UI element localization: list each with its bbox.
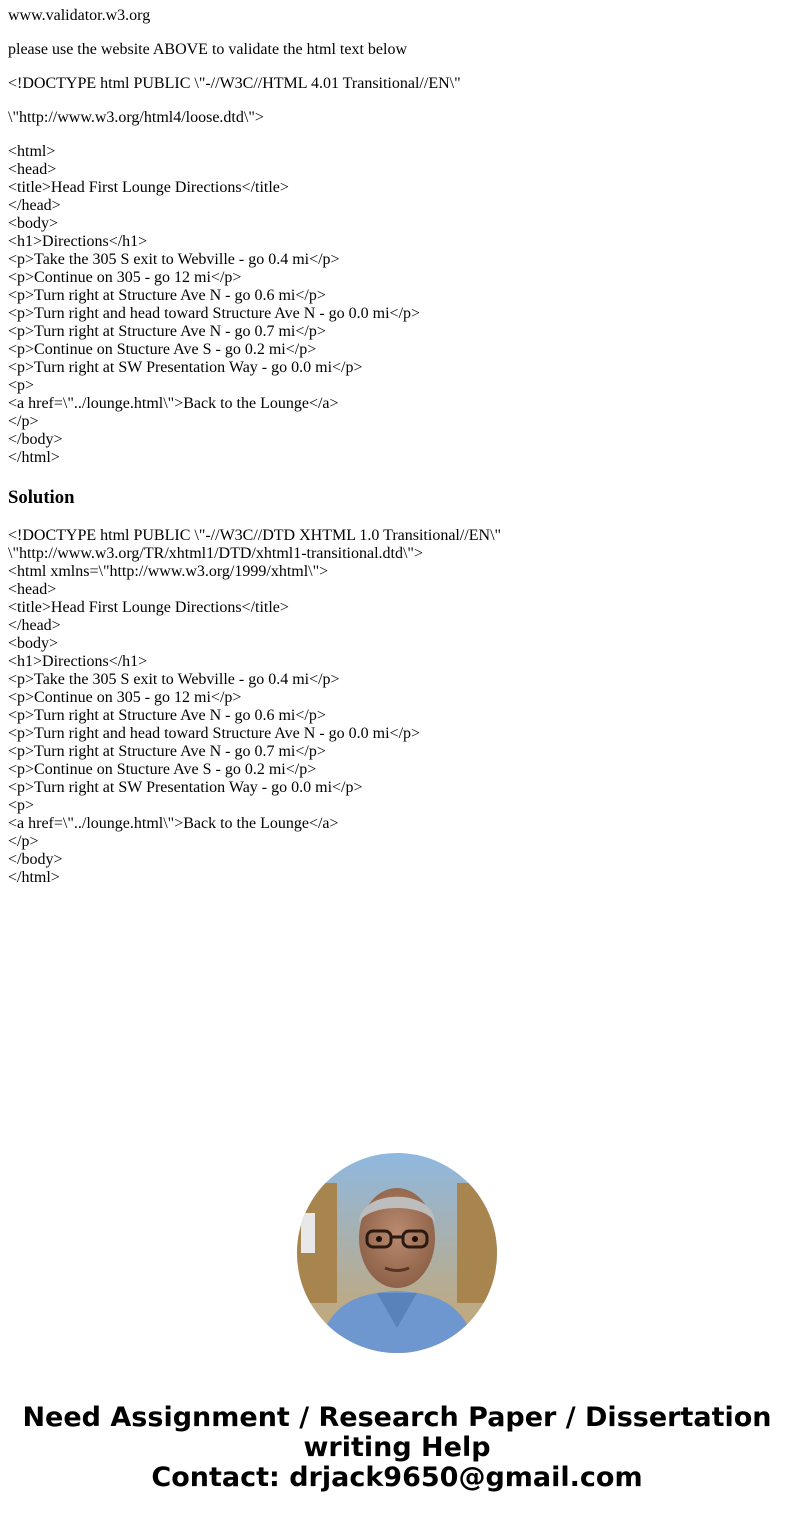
solution-code-line: </head> bbox=[8, 617, 61, 634]
solution-code-line: <p>Take the 305 S exit to Webville - go 0.4 mi</p> bbox=[8, 671, 340, 688]
solution-code-line: <head> bbox=[8, 581, 57, 598]
question-code-line: </head> bbox=[8, 197, 61, 214]
question-code-line: <p>Take the 305 S exit to Webville - go 0.4 mi</p> bbox=[8, 251, 340, 268]
question-code-line: <p> bbox=[8, 377, 35, 394]
solution-heading: Solution bbox=[8, 487, 75, 508]
question-doctype-line1: <!DOCTYPE html PUBLIC \"-//W3C//HTML 4.01 Transitional//EN\" bbox=[8, 75, 461, 92]
solution-code-line: <a href=\"../lounge.html\">Back to the Lounge</a> bbox=[8, 815, 339, 832]
solution-code-line: <!DOCTYPE html PUBLIC \"-//W3C//DTD XHTML 1.0 Transitional//EN\" bbox=[8, 527, 502, 544]
question-code-line: </html> bbox=[8, 449, 60, 466]
question-code-line: </body> bbox=[8, 431, 63, 448]
question-url: www.validator.w3.org bbox=[8, 7, 151, 24]
question-code-line: <p>Turn right at Structure Ave N - go 0.6 mi</p> bbox=[8, 287, 326, 304]
solution-code-line: \"http://www.w3.org/TR/xhtml1/DTD/xhtml1-transitional.dtd\"> bbox=[8, 545, 423, 562]
solution-code-line: <p>Turn right at SW Presentation Way - go 0.0 mi</p> bbox=[8, 779, 363, 796]
promo-line1: Need Assignment / Research Paper / Dissertation bbox=[22, 1402, 772, 1433]
solution-code-line: <title>Head First Lounge Directions</title> bbox=[8, 599, 289, 616]
solution-code-line: <html xmlns=\"http://www.w3.org/1999/xhtml\"> bbox=[8, 563, 329, 580]
solution-code-line: </p> bbox=[8, 833, 39, 850]
question-instruction: please use the website ABOVE to validate the html text below bbox=[8, 41, 408, 58]
author-avatar bbox=[297, 1153, 497, 1353]
question-code-line: <p>Turn right and head toward Structure Ave N - go 0.0 mi</p> bbox=[8, 305, 421, 322]
question-code-line: <a href=\"../lounge.html\">Back to the Lounge</a> bbox=[8, 395, 339, 412]
question-code-line: <head> bbox=[8, 161, 57, 178]
question-code-line: <p>Continue on 305 - go 12 mi</p> bbox=[8, 269, 242, 286]
solution-code-line: <p>Turn right and head toward Structure Ave N - go 0.0 mi</p> bbox=[8, 725, 421, 742]
question-code-line: <html> bbox=[8, 143, 56, 160]
question-code-line: <h1>Directions</h1> bbox=[8, 233, 148, 250]
solution-code-line: <p>Turn right at Structure Ave N - go 0.6 mi</p> bbox=[8, 707, 326, 724]
portrait-image bbox=[297, 1153, 497, 1353]
solution-code-block bbox=[8, 527, 786, 887]
question-code-line: <body> bbox=[8, 215, 59, 232]
question-code-block bbox=[8, 143, 786, 467]
question-code-line: <p>Turn right at SW Presentation Way - go 0.0 mi</p> bbox=[8, 359, 363, 376]
promo-line2: writing Help bbox=[303, 1432, 491, 1463]
question-code-line: </p> bbox=[8, 413, 39, 430]
solution-code-line: </html> bbox=[8, 869, 60, 886]
solution-code-line: <p> bbox=[8, 797, 35, 814]
solution-code-line: </body> bbox=[8, 851, 63, 868]
question-code-line: <p>Turn right at Structure Ave N - go 0.7 mi</p> bbox=[8, 323, 326, 340]
question-doctype-line2: \"http://www.w3.org/html4/loose.dtd\"> bbox=[8, 109, 264, 126]
solution-code-line: <h1>Directions</h1> bbox=[8, 653, 148, 670]
question-code-line: <p>Continue on Stucture Ave S - go 0.2 mi</p> bbox=[8, 341, 317, 358]
document-content bbox=[8, 0, 786, 887]
solution-code-line: <p>Continue on 305 - go 12 mi</p> bbox=[8, 689, 242, 706]
promo-banner bbox=[0, 1403, 794, 1493]
solution-code-line: <body> bbox=[8, 635, 59, 652]
question-code-line: <title>Head First Lounge Directions</title> bbox=[8, 179, 289, 196]
solution-code-line: <p>Turn right at Structure Ave N - go 0.7 mi</p> bbox=[8, 743, 326, 760]
solution-code-line: <p>Continue on Stucture Ave S - go 0.2 mi</p> bbox=[8, 761, 317, 778]
promo-line3: Contact: drjack9650@gmail.com bbox=[151, 1462, 643, 1493]
